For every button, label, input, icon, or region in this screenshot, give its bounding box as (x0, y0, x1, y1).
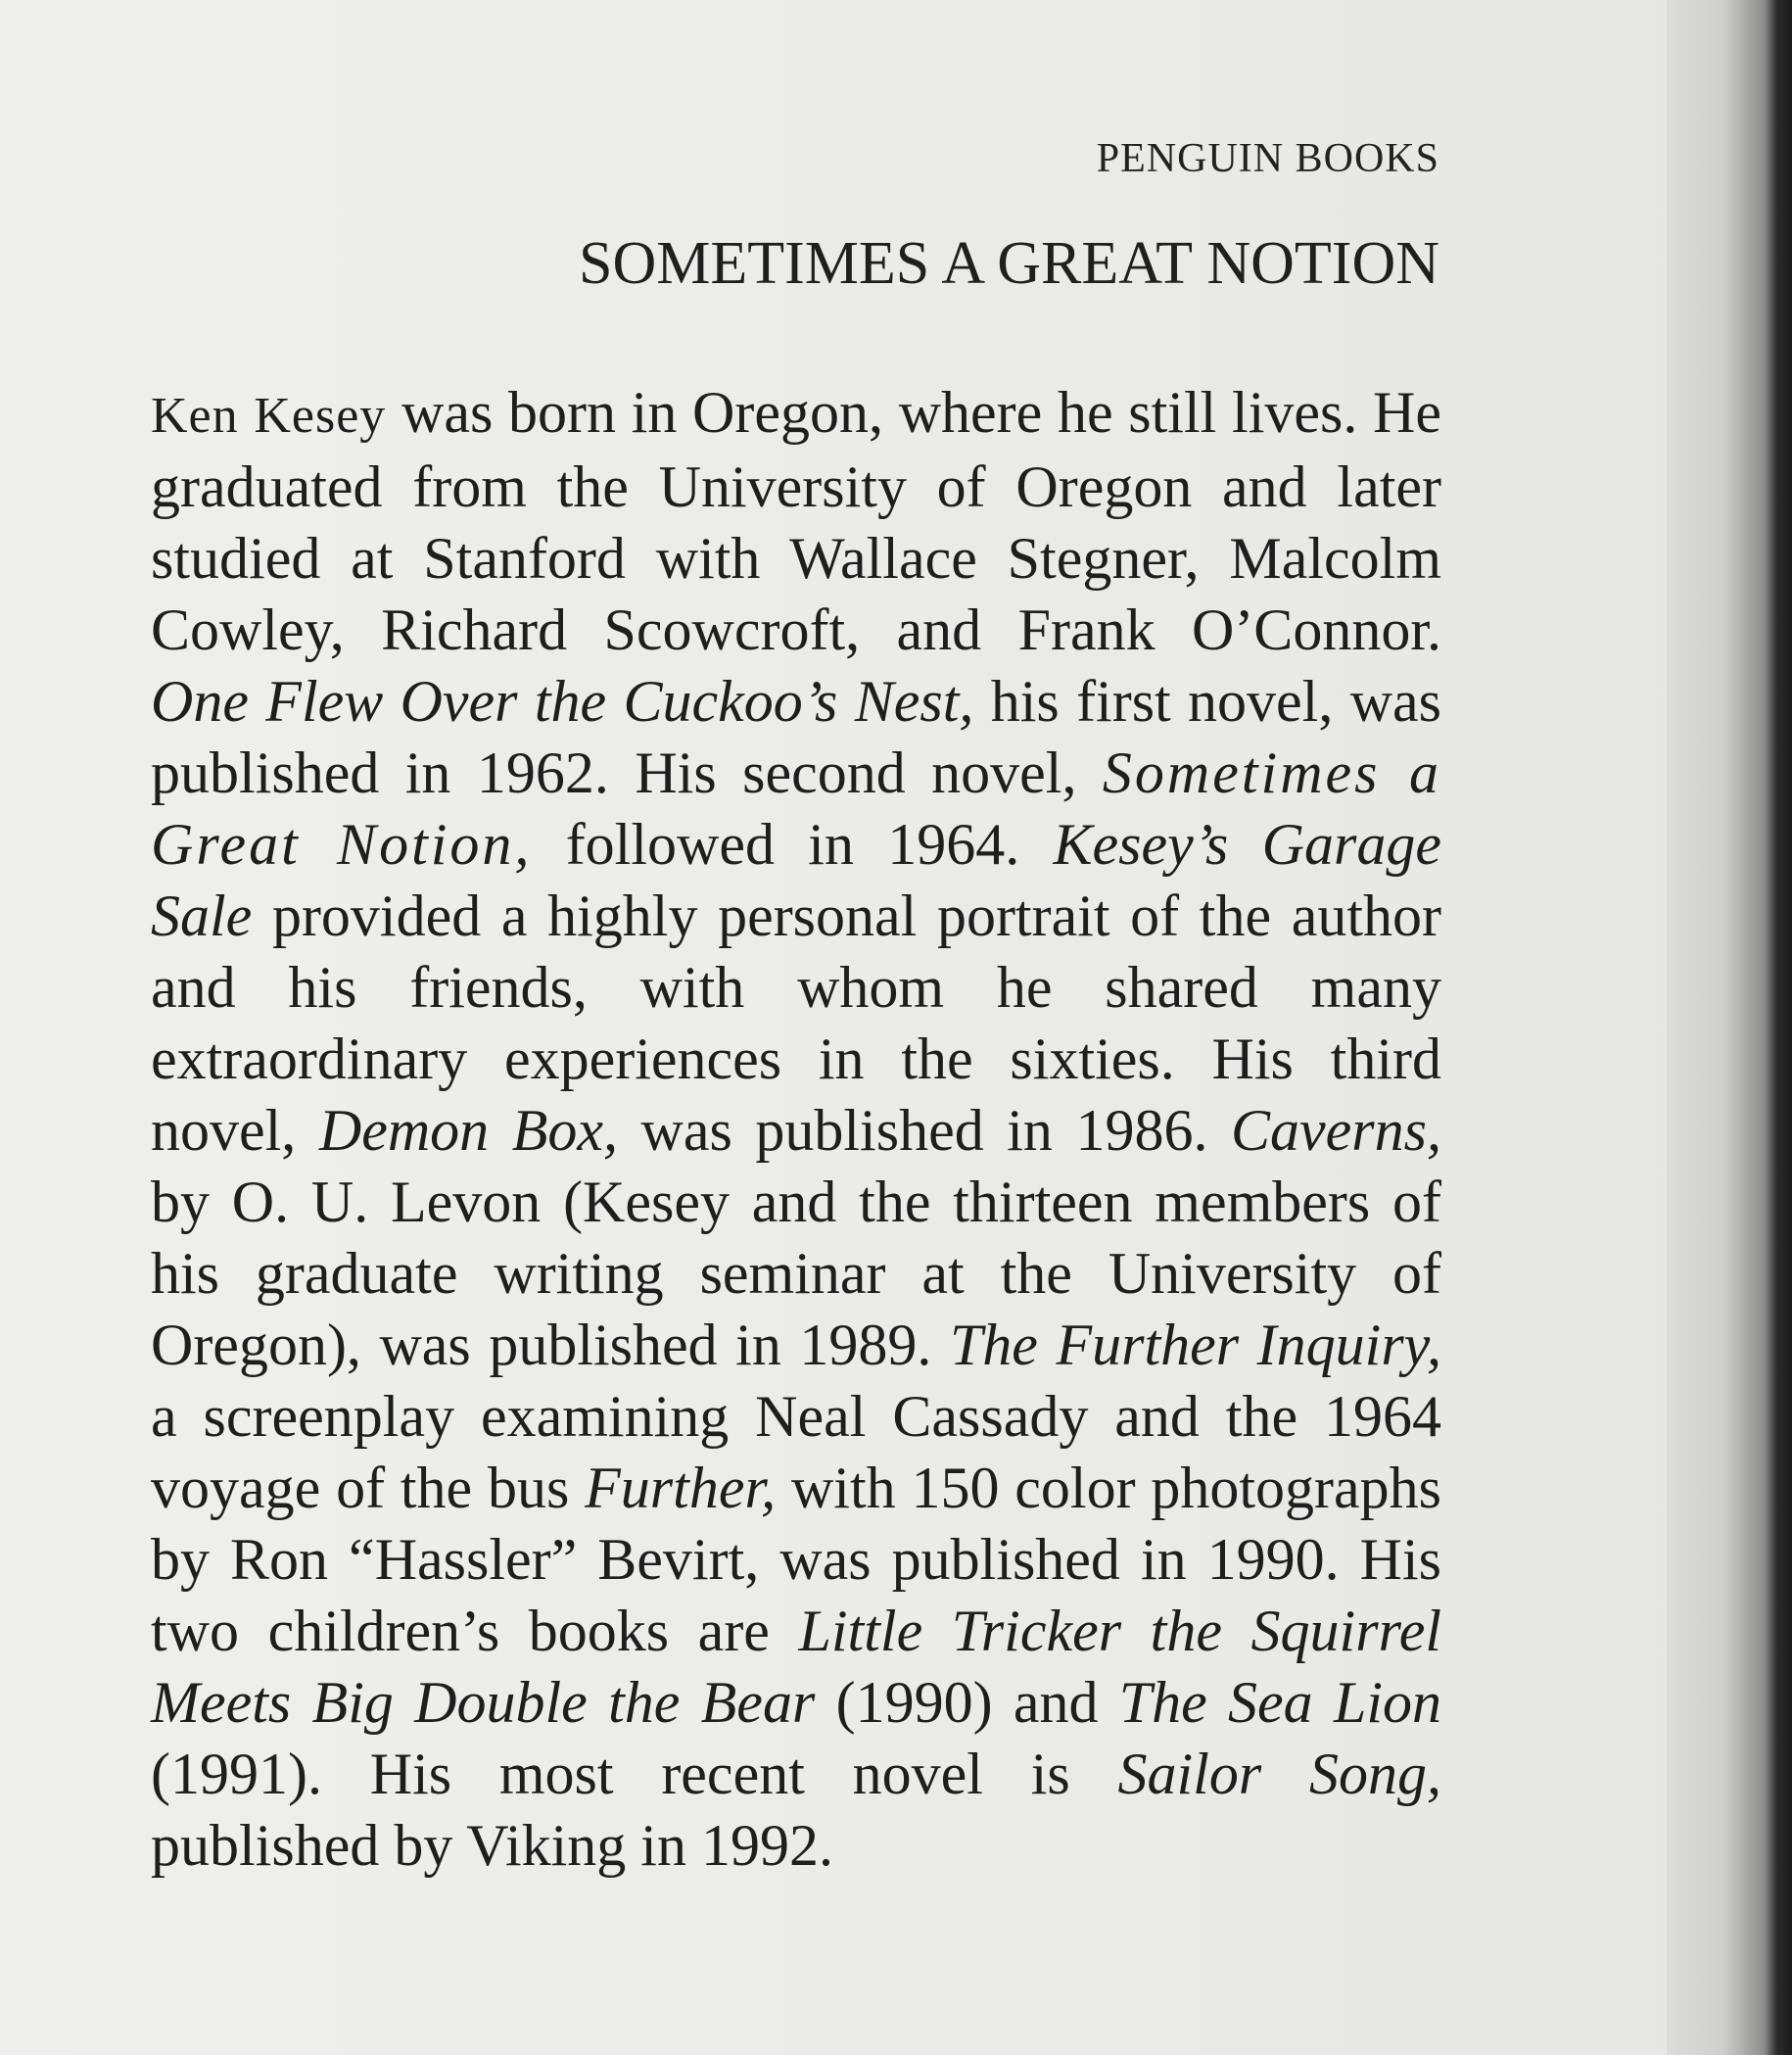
author-first-name: Ken (151, 388, 239, 444)
bio-text: by O. U. Levon (Kesey and the thirteen members of his graduate writing seminar at the University of Oregon), was published in 1989. (151, 1170, 1441, 1377)
bio-text: (1990) and (815, 1670, 1119, 1735)
book-title-great-notion: Sometimes a Great Notion, (151, 741, 1441, 877)
bio-text: his first novel, was published in 1962. His second novel, (151, 669, 1441, 805)
book-title-demon-box: Demon Box, (318, 1098, 618, 1163)
book-title: SOMETIMES A GREAT NOTION (579, 230, 1439, 297)
bio-text: followed in 1964. (532, 812, 1054, 877)
bus-name-further: Further, (585, 1456, 777, 1520)
book-title-cuckoos-nest: One Flew Over the Cuckoo’s Nest, (151, 669, 974, 734)
book-title-little-tricker: Little Tricker the Squirrel Meets Big Double the Bear (151, 1599, 1441, 1735)
bio-text: was published in 1986. (617, 1098, 1232, 1163)
book-title-sailor-song: Sailor Song, (1117, 1742, 1441, 1806)
author-last-name: Kesey (254, 388, 387, 444)
bio-text: was born in Oregon, where he still lives. He graduated from the University of Oregon and later studied at Stanford with Wallace Stegner, Malcolm Cowley, Richard Scowcroft, and Frank O’Connor. (151, 380, 1441, 662)
book-spine-shadow (1667, 0, 1792, 2055)
author-biography (151, 377, 1441, 1882)
book-title-sea-lion: The Sea Lion (1118, 1670, 1441, 1735)
book-title-garage-sale: Kesey’s Garage Sale (151, 812, 1441, 948)
book-title-caverns: Caverns, (1231, 1098, 1441, 1163)
book-title-further-inquiry: The Further Inquiry, (949, 1313, 1441, 1377)
bio-text: published by Viking in 1992. (151, 1813, 833, 1878)
bio-text: a screenplay examining Neal Cassady and the 1964 voyage of the bus (151, 1384, 1441, 1520)
bio-text: provided a highly personal portrait of the author and his friends, with whom he shared many extraordinary experiences in the sixties. His third novel, (151, 884, 1441, 1163)
bio-text: with 150 color photographs by Ron “Hassler” Bevirt, was published in 1990. His two children’s books are (151, 1456, 1441, 1663)
bio-text: (1991). His most recent novel is (151, 1742, 1118, 1806)
publisher-name: PENGUIN BOOKS (1096, 136, 1439, 181)
